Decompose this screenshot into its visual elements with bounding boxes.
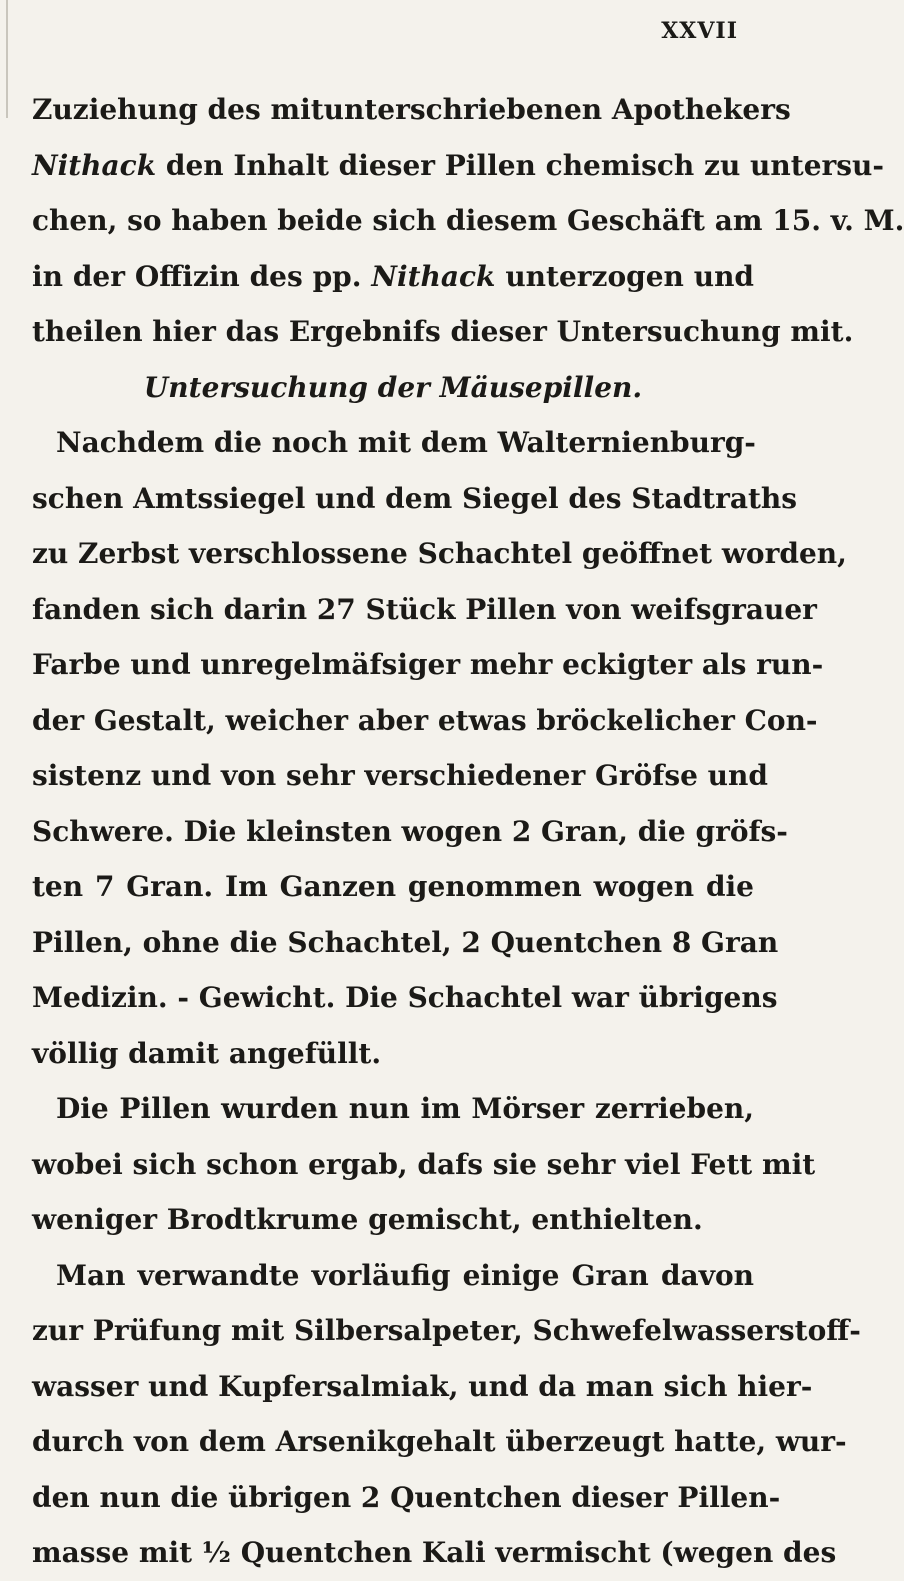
text-line: Farbe und unregelmäfsiger mehr eckigter als run- <box>32 648 824 681</box>
text-line: sistenz und von sehr verschiedener Gröfse und <box>32 759 768 792</box>
text-line: wobei sich schon ergab, dafs sie sehr viel Fett mit <box>32 1147 816 1181</box>
text-line: masse mit ½ Quentchen Kali vermischt (wegen des <box>32 1536 837 1569</box>
text-line: wasser und Kupfersalmiak, und da man sich hier- <box>32 1369 813 1403</box>
text-line: chen, so haben beide sich diesem Geschäft am 15. v. M. <box>32 204 904 237</box>
text-line: Medizin. - Gewicht. Die Schachtel war übrigens <box>32 981 778 1014</box>
text-line: in der Offizin des pp. Nithack unterzogen und <box>32 259 755 293</box>
text-line: Zuziehung des mitunterschriebenen Apothekers <box>32 93 791 126</box>
text-line: der Gestalt, weicher aber etwas bröckelicher Con- <box>32 703 818 737</box>
person-name: Nithack <box>371 259 496 293</box>
body-text <box>32 82 904 1581</box>
binding-edge <box>6 0 8 118</box>
text-line: ten 7 Gran. Im Ganzen genommen wogen die <box>32 870 754 903</box>
page-number: XXVII <box>661 18 738 44</box>
text-line: Man verwandte vorläufig einige Gran davon <box>56 1258 754 1292</box>
text-line: Schwere. Die kleinsten wogen 2 Gran, die gröfs- <box>32 814 788 848</box>
text-line: durch von dem Arsenikgehalt überzeugt hatte, wur- <box>32 1425 847 1458</box>
text-line: Nithack den Inhalt dieser Pillen chemisch zu untersu- <box>32 148 885 182</box>
text-line: fanden sich darin 27 Stück Pillen von weifsgrauer <box>32 592 817 626</box>
text-line: zu Zerbst verschlossene Schachtel geöffnet worden, <box>32 537 847 570</box>
text-line: schen Amtssiegel und dem Siegel des Stadtraths <box>32 481 798 515</box>
text-line: Pillen, ohne die Schachtel, 2 Quentchen 8 Gran <box>32 925 779 959</box>
text-line: zur Prüfung mit Silbersalpeter, Schwefelwasserstoff- <box>32 1314 861 1347</box>
text-line: weniger Brodtkrume gemischt, enthielten. <box>32 1203 703 1236</box>
text-line: Die Pillen wurden nun im Mörser zerrieben, <box>56 1092 754 1125</box>
text-line: den nun die übrigen 2 Quentchen dieser Pillen- <box>32 1480 781 1514</box>
section-heading: Untersuchung der Mäusepillen. <box>143 370 643 404</box>
person-name: Nithack <box>32 148 157 182</box>
text-line: theilen hier das Ergebnifs dieser Untersuchung mit. <box>32 315 854 348</box>
text-line: völlig damit angefüllt. <box>32 1036 382 1070</box>
text-line: Nachdem die noch mit dem Walternienburg- <box>56 426 756 459</box>
